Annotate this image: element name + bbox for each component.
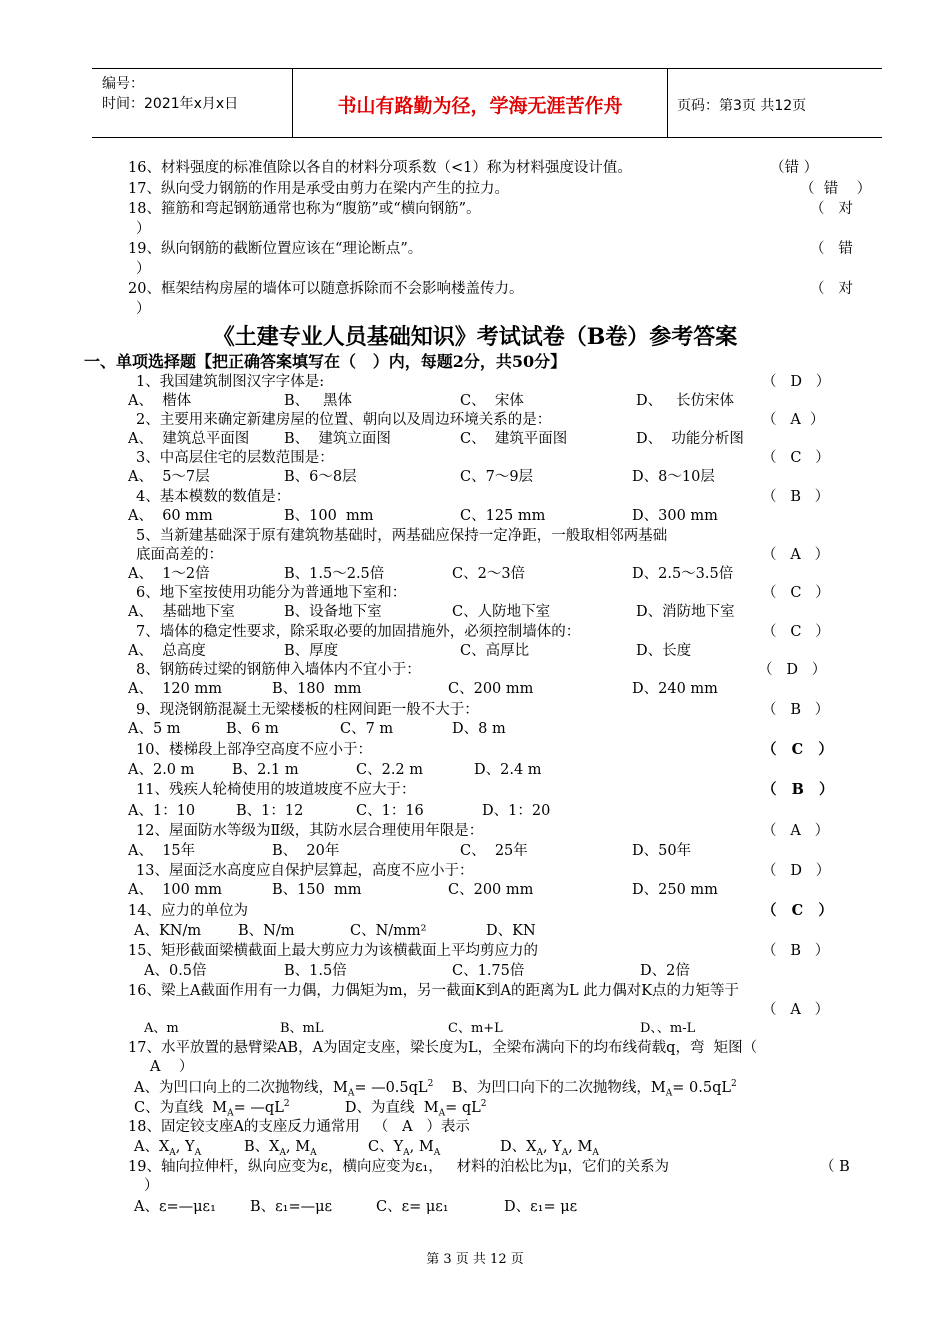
option-12d: D、50年	[632, 843, 692, 859]
option-12b: B、 20年	[272, 843, 340, 859]
tf-answer-16: （错 ）	[770, 160, 819, 176]
answer-10: （ C ）	[762, 741, 833, 758]
question-5: 5、当新建基础深于原有建筑物基础时，两基础应保持一定净距，一般取相邻两基础	[136, 528, 668, 544]
option-1b: B、 黑体	[284, 393, 352, 409]
option-19d: D、ε₁= με	[504, 1199, 578, 1215]
option-1a: A、 楷体	[128, 393, 192, 409]
tf-question-18: 18、箍筋和弯起钢筋通常也称为“腹筋”或“横向钢筋”。	[128, 201, 481, 217]
question-14: 14、应力的单位为	[128, 903, 248, 919]
option-14c: C、N/mm²	[350, 923, 427, 939]
question-12: 12、屋面防水等级为Ⅱ级，其防水层合理使用年限是：	[136, 823, 484, 839]
option-5a: A、 1～2倍	[128, 566, 210, 582]
option-9b: B、6 m	[226, 721, 279, 737]
answer-1: （ D ）	[762, 374, 831, 390]
option-18c: C、$Y_A$, $M_A$	[368, 1139, 441, 1158]
option-15b: B、1.5倍	[284, 963, 347, 979]
option-14d: D、KN	[486, 923, 536, 939]
tf-answer-19-close: ）	[136, 261, 151, 277]
tf-answer-19: （ 错	[810, 241, 853, 257]
question-7: 7、墙体的稳定性要求，除采取必要的加固措施外，必须控制墙体的：	[136, 624, 581, 640]
option-8c: C、200 mm	[448, 681, 534, 697]
option-3a: A、 5～7层	[128, 469, 210, 485]
question-10: 10、楼梯段上部净空高度不应小于：	[136, 742, 372, 758]
header-left-cell	[92, 69, 292, 137]
option-13c: C、200 mm	[448, 882, 534, 898]
answer-19-close: ）	[144, 1178, 159, 1194]
answer-15: （ B ）	[762, 943, 830, 959]
time-label: 时间：2021年x月x日	[102, 96, 239, 112]
tf-answer-18-close: ）	[136, 221, 151, 237]
question-19: 19、轴向拉伸杆，纵向应变为ε，横向应变为ε₁， 材料的泊松比为μ，它们的关系为	[128, 1159, 670, 1175]
option-16c: C、m+L	[448, 1021, 503, 1036]
option-2d: D、 功能分析图	[636, 431, 744, 447]
option-7c: C、高厚比	[460, 643, 530, 659]
question-3: 3、中高层住宅的层数范围是：	[136, 450, 334, 466]
option-18a: A、$X_A$, $Y_A$	[134, 1139, 202, 1158]
question-15: 15、矩形截面梁横截面上最大剪应力为该横截面上平均剪应力的	[128, 943, 538, 959]
tf-answer-20: （ 对	[810, 281, 853, 297]
option-11b: B、1：12	[236, 803, 304, 819]
answer-9: （ B ）	[762, 702, 830, 718]
question-16: 16、梁上A截面作用有一力偶，力偶矩为m，另一截面K到A的距离为L 此力偶对K点的力矩等于	[128, 983, 740, 999]
question-1: 1、我国建筑制图汉字字体是:	[136, 374, 325, 390]
question-17: 17、水平放置的悬臂梁AB，A为固定支座，梁长度为L，全梁布满向下的均布线荷载q，弯 矩图（	[128, 1040, 758, 1056]
option-4b: B、100 mm	[284, 508, 374, 524]
question-13: 13、屋面泛水高度应自保护层算起，高度不应小于：	[136, 863, 474, 879]
option-11d: D、1：20	[482, 803, 551, 819]
option-14a: A、KN/m	[134, 923, 202, 939]
option-2c: C、 建筑平面图	[460, 431, 568, 447]
option-2a: A、 建筑总平面图	[128, 431, 250, 447]
option-10a: A、2.0 m	[128, 762, 195, 778]
answer-12: （ A ）	[762, 823, 830, 839]
option-13a: A、 100 mm	[128, 882, 222, 898]
answer-2: （ A ）	[762, 412, 825, 428]
option-8b: B、180 mm	[272, 681, 362, 697]
option-17-line1: A、为凹口向上的二次抛物线，$M_A=$ $—0.5qL^2$ B、为凹口向下的二次抛物线，$M_A= 0.5qL^2$	[134, 1079, 737, 1099]
answer-4: （ B ）	[762, 489, 830, 505]
option-15a: A、0.5倍	[144, 963, 207, 979]
option-4d: D、300 mm	[632, 508, 718, 524]
tf-answer-17: （ 错 ）	[800, 181, 872, 197]
option-7d: D、长度	[636, 643, 692, 659]
option-4a: A、 60 mm	[128, 508, 213, 524]
option-2b: B、 建筑立面图	[284, 431, 391, 447]
option-18d: D、$X_A$, $Y_A$, $M_A$	[500, 1139, 599, 1158]
option-7a: A、 总高度	[128, 643, 206, 659]
option-3d: D、8～10层	[632, 469, 715, 485]
option-9a: A、5 m	[128, 721, 181, 737]
option-9d: D、8 m	[452, 721, 506, 737]
option-4c: C、125 mm	[460, 508, 546, 524]
option-3c: C、7～9层	[460, 469, 534, 485]
option-7b: B、厚度	[284, 643, 339, 659]
option-11c: C、1：16	[356, 803, 424, 819]
answer-17: A ）	[150, 1059, 194, 1075]
question-2: 2、主要用来确定新建房屋的位置、朝向以及周边环境关系的是：	[136, 412, 552, 428]
option-9c: C、7 m	[340, 721, 394, 737]
tf-answer-20-close: ）	[136, 301, 151, 317]
question-8: 8、钢筋砖过梁的钢筋伸入墙体内不宜小于：	[136, 662, 421, 678]
option-12c: C、 25年	[460, 843, 528, 859]
answer-8: （ D ）	[758, 662, 827, 678]
option-19b: B、ε₁=—με	[250, 1199, 333, 1215]
tf-answer-18: （ 对	[810, 201, 853, 217]
section-heading: 一、单项选择题【把正确答案填写在（ ）内，每题2分，共50分】	[84, 352, 567, 371]
option-3b: B、6～8层	[284, 469, 357, 485]
page-info: 页码：第3页 共12页	[677, 98, 807, 114]
option-1d: D、 长仿宋体	[636, 393, 734, 409]
option-6a: A、 基础地下室	[128, 604, 235, 620]
answer-7: （ C ）	[762, 624, 830, 640]
option-13d: D、250 mm	[632, 882, 718, 898]
option-6c: C、人防地下室	[452, 604, 551, 620]
question-9: 9、现浇钢筋混凝土无梁楼板的柱网间距一般不大于：	[136, 702, 479, 718]
answer-19: （ B	[820, 1159, 850, 1175]
header-right-cell	[667, 69, 882, 137]
option-12a: A、 15年	[128, 843, 196, 859]
option-6b: B、设备地下室	[284, 604, 382, 620]
question-5-cont: 底面高差的：	[136, 547, 223, 563]
option-8a: A、 120 mm	[128, 681, 222, 697]
option-14b: B、N/m	[238, 923, 295, 939]
option-16a: A、m	[144, 1021, 179, 1036]
answer-14: （ C ）	[762, 902, 833, 919]
option-10d: D、2.4 m	[474, 762, 542, 778]
option-5d: D、2.5～3.5倍	[632, 566, 734, 582]
option-5c: C、2～3倍	[452, 566, 526, 582]
answer-3: （ C ）	[762, 450, 830, 466]
option-18b: B、$X_A$, $M_A$	[244, 1139, 317, 1158]
option-16b: B、mL	[280, 1021, 324, 1036]
number-label: 编号：	[102, 76, 144, 92]
motto: 书山有路勤为径，学海无涯苦作舟	[337, 95, 623, 117]
question-11: 11、残疾人轮椅使用的坡道坡度不应大于：	[136, 782, 416, 798]
option-10b: B、2.1 m	[232, 762, 299, 778]
tf-question-16: 16、材料强度的标准值除以各自的材料分项系数（<1）称为材料强度设计值。	[128, 160, 632, 176]
answer-5: （ A ）	[762, 547, 830, 563]
option-1c: C、 宋体	[460, 393, 524, 409]
header-motto-cell	[292, 69, 668, 137]
tf-question-19: 19、纵向钢筋的截断位置应该在“理论断点”。	[128, 241, 423, 257]
page-footer: 第 3 页 共 12 页	[426, 1252, 524, 1267]
option-6d: D、消防地下室	[636, 604, 735, 620]
question-6: 6、地下室按使用功能分为普通地下室和：	[136, 585, 407, 601]
tf-question-17: 17、纵向受力钢筋的作用是承受由剪力在梁内产生的拉力。	[128, 181, 509, 197]
option-15d: D、2倍	[640, 963, 690, 979]
answer-13: （ D ）	[762, 863, 831, 879]
answer-6: （ C ）	[762, 585, 830, 601]
option-5b: B、1.5～2.5倍	[284, 566, 385, 582]
option-8d: D、240 mm	[632, 681, 718, 697]
answer-16: （ A ）	[762, 1002, 830, 1018]
option-17-line2: C、为直线 $M_A=$ $—qL^2$ D、为直线 $M_A= qL^2$	[134, 1099, 487, 1119]
question-4: 4、基本模数的数值是：	[136, 489, 291, 505]
question-18: 18、固定铰支座A的支座反力通常用 （ A ）表示	[128, 1119, 470, 1135]
option-19a: A、ε=—με₁	[134, 1199, 216, 1215]
option-19c: C、ε= με₁	[376, 1199, 449, 1215]
page-title: 《土建专业人员基础知识》考试试卷（B卷）参考答案	[212, 324, 738, 350]
option-16d: D、、m-L	[640, 1021, 696, 1036]
document-header	[92, 68, 882, 138]
option-11a: A、1：10	[128, 803, 196, 819]
option-15c: C、1.75倍	[452, 963, 525, 979]
option-13b: B、150 mm	[272, 882, 362, 898]
answer-11: （ B ）	[762, 781, 834, 798]
option-10c: C、2.2 m	[356, 762, 424, 778]
tf-question-20: 20、框架结构房屋的墙体可以随意拆除而不会影响楼盖传力。	[128, 281, 524, 297]
